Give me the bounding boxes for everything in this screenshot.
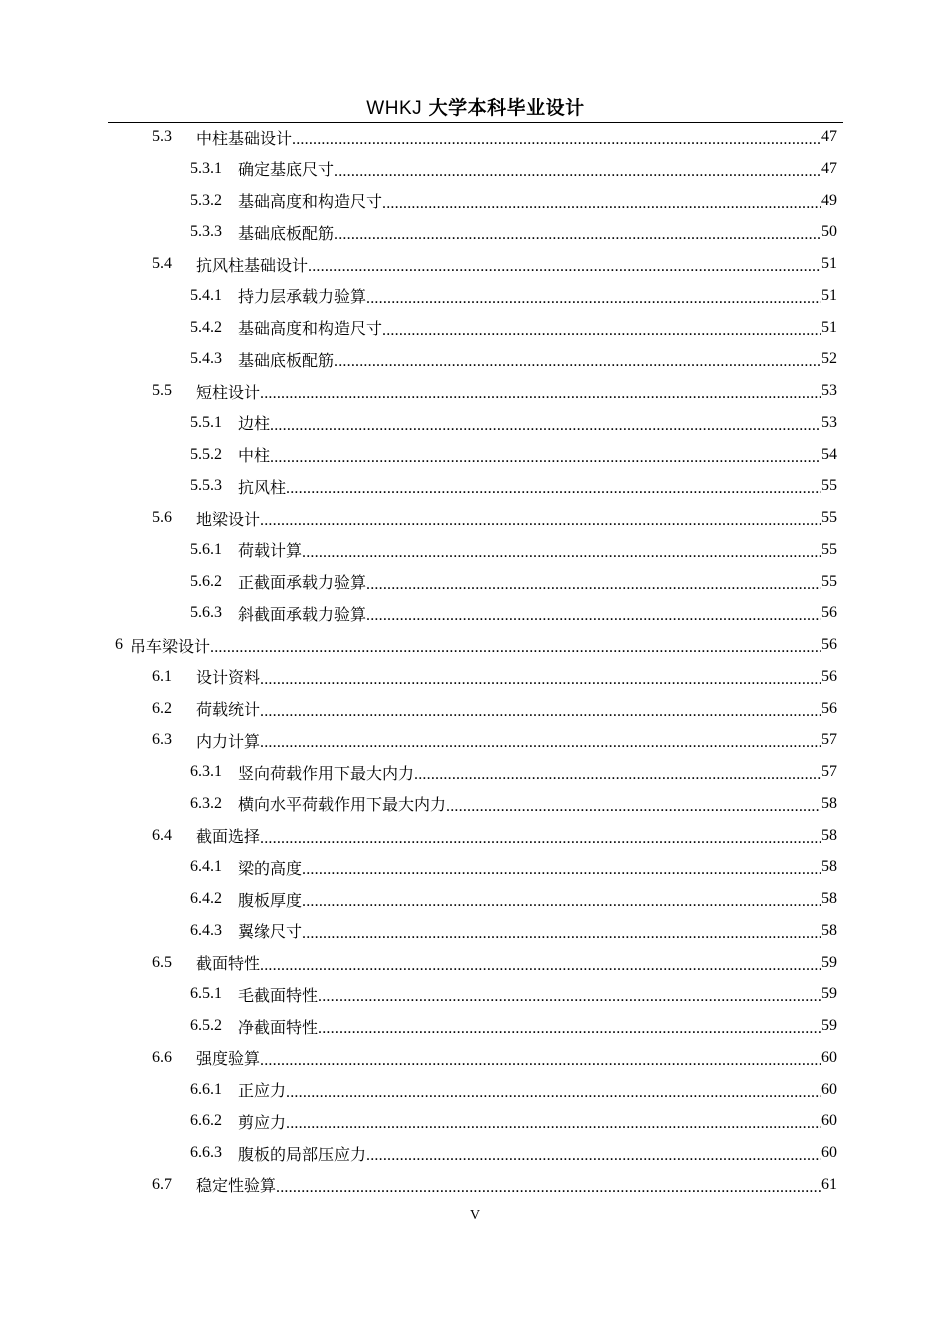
toc-entry-page: 47 [821,128,837,145]
toc-entry-title: 腹板的局部压应力 [238,1144,367,1164]
toc-entry-page: 59 [821,985,837,1003]
toc-entry-number: 5.4 [152,255,172,272]
toc-dot-leader [366,575,821,591]
toc-entry-title: 边柱 [238,414,271,434]
toc-entry[interactable] [152,694,837,724]
toc-dot-leader [260,384,821,400]
toc-entry[interactable] [152,1043,837,1073]
toc-entry-page: 56 [821,699,837,717]
toc-entry-number: 6.6.2 [190,1112,222,1130]
toc-entry-title: 基础高度和构造尺寸 [238,319,383,338]
toc-entry-title: 翼缘尺寸 [238,922,303,942]
toc-entry-page: 55 [821,477,837,495]
toc-entry[interactable] [190,1106,837,1136]
toc-entry-title: 基础底板配筋 [238,350,335,370]
toc-entry-title: 确定基底尺寸 [238,160,335,180]
toc-entry-page: 53 [821,382,837,399]
toc-dot-leader [366,606,821,622]
toc-entry-page: 60 [821,1048,837,1066]
toc-entry[interactable] [190,1138,837,1168]
toc-entry-number: 6.5 [152,953,172,971]
toc-entry-page: 58 [821,858,837,876]
toc-entry-page: 58 [821,921,837,939]
toc-entry[interactable] [190,1011,837,1041]
toc-entry[interactable] [152,249,837,279]
toc-dot-leader [210,638,821,654]
toc-entry[interactable] [190,217,837,247]
toc-entry-number: 5.5.2 [190,445,222,463]
toc-entry[interactable] [152,948,837,978]
toc-entry-page: 56 [821,604,837,622]
toc-dot-leader [260,670,821,686]
toc-entry-title: 荷载计算 [238,541,303,561]
toc-entry-number: 6.4.1 [190,858,222,876]
toc-entry[interactable] [190,916,837,946]
toc-entry-title: 正应力 [238,1081,287,1100]
toc-entry-title: 正截面承载力验算 [238,573,367,592]
toc-entry-number: 6 [115,636,123,653]
toc-entry-number: 6.6.1 [190,1080,222,1098]
toc-entry-page: 55 [821,572,837,590]
toc-dot-leader [260,956,821,972]
toc-entry-title: 地梁设计 [196,509,261,529]
toc-entry-page: 54 [821,445,837,463]
toc-entry[interactable] [190,281,837,311]
toc-entry-page: 59 [821,1017,837,1034]
toc-entry-number: 5.4.3 [190,350,222,368]
toc-entry-page: 51 [821,286,837,304]
toc-entry-title: 持力层承载力验算 [238,287,367,307]
toc-entry-number: 5.5.3 [190,477,222,495]
toc-entry[interactable] [152,503,837,533]
toc-entry-number: 6.1 [152,667,172,685]
toc-dot-leader [286,479,821,495]
toc-entry[interactable] [190,408,837,438]
toc-dot-leader [260,511,821,527]
toc-entry[interactable] [190,884,837,914]
toc-dot-leader [292,130,821,146]
toc-entry-title: 腹板厚度 [238,890,303,910]
toc-entry-page: 59 [821,953,837,971]
toc-entry-number: 6.4 [152,826,172,844]
toc-dot-leader [286,1114,821,1130]
toc-entry-page: 60 [821,1112,837,1130]
toc-entry[interactable] [152,376,837,406]
toc-dot-leader [260,733,821,749]
toc-entry[interactable] [190,852,837,882]
toc-entry[interactable] [190,535,837,565]
toc-entry-page: 58 [821,794,837,812]
toc-entry-page: 52 [821,350,837,368]
toc-entry-page: 47 [821,159,837,177]
toc-dot-leader [308,257,821,273]
toc-entry-number: 6.4.2 [190,890,222,907]
toc-entry[interactable] [190,979,837,1009]
toc-entry-page: 57 [821,731,837,749]
toc-entry-page: 58 [821,826,837,844]
toc-entry-number: 6.3 [152,731,172,749]
toc-entry-number: 5.6.3 [190,604,222,622]
toc-entry-number: 6.6 [152,1048,172,1066]
toc-entry[interactable] [152,725,837,755]
toc-entry-title: 基础高度和构造尺寸 [238,192,383,211]
toc-entry-title: 毛截面特性 [238,985,319,1005]
toc-entry-title: 短柱设计 [196,382,261,402]
toc-entry-title: 斜截面承载力验算 [238,604,367,624]
toc-entry-page: 51 [821,255,837,272]
toc-dot-leader [334,225,821,241]
toc-entry-title: 吊车梁设计 [130,636,211,656]
toc-entry-number: 6.7 [152,1175,172,1193]
toc-entry-title: 稳定性验算 [196,1176,277,1196]
toc-entry-number: 5.4.2 [190,318,222,336]
toc-entry-title: 中柱基础设计 [196,128,293,148]
toc-dot-leader [382,194,821,210]
toc-entry-page: 55 [821,509,837,526]
toc-entry-title: 内力计算 [196,731,261,751]
toc-dot-leader [302,860,821,876]
toc-entry-number: 6.5.2 [190,1017,222,1034]
toc-entry-number: 5.5.1 [190,413,222,431]
toc-dot-leader [334,162,821,178]
toc-entry-number: 5.4.1 [190,286,222,304]
toc-entry[interactable] [190,186,837,216]
toc-entry[interactable] [190,1075,837,1105]
toc-entry-number: 5.3.1 [190,159,222,177]
toc-entry[interactable] [152,122,837,152]
toc-entry-title: 荷载统计 [196,700,261,719]
toc-dot-leader [366,1146,821,1162]
toc-entry-page: 50 [821,223,837,241]
toc-entry-number: 6.3.2 [190,794,222,812]
toc-entry-page: 58 [821,890,837,907]
toc-entry-title: 中柱 [238,446,271,465]
toc-entry[interactable] [190,154,837,184]
toc-entry-title: 梁的高度 [238,858,303,878]
toc-entry-number: 5.5 [152,382,172,399]
toc-entry[interactable] [190,440,837,470]
toc-entry[interactable] [190,567,837,597]
toc-dot-leader [270,448,821,464]
toc-entry-number: 6.6.3 [190,1144,222,1161]
toc-dot-leader [276,1178,821,1194]
toc-dot-leader [302,543,821,559]
toc-entry-page: 56 [821,667,837,685]
toc-entry-number: 6.5.1 [190,985,222,1003]
toc-entry[interactable] [115,630,837,660]
toc-entry-title: 强度验算 [196,1049,261,1069]
toc-entry[interactable] [190,757,837,787]
toc-entry-number: 6.4.3 [190,921,222,939]
toc-entry[interactable] [190,344,837,374]
toc-entry-page: 55 [821,540,837,558]
toc-dot-leader [318,987,821,1003]
toc-dot-leader [260,702,821,718]
toc-dot-leader [286,1083,821,1099]
toc-entry[interactable] [190,789,837,819]
toc-entry-page: 49 [821,191,837,209]
toc-entry-number: 5.3.3 [190,223,222,241]
toc-entry-title: 截面选择 [196,827,261,846]
toc-dot-leader [302,892,821,908]
toc-entry-title: 横向水平荷载作用下最大内力 [238,795,447,815]
toc-entry-page: 61 [821,1175,837,1193]
toc-dot-leader [446,797,821,813]
header-latin: WHKJ [366,98,423,119]
toc-entry-title: 竖向荷载作用下最大内力 [238,763,415,783]
toc-entry[interactable] [152,821,837,851]
toc-entry-title: 设计资料 [196,668,261,688]
toc-dot-leader [302,924,821,940]
toc-dot-leader [366,289,821,305]
toc-entry-page: 53 [821,413,837,431]
toc-entry-number: 5.3 [152,128,172,145]
toc-entry[interactable] [152,662,837,692]
toc-entry-number: 6.3.1 [190,763,222,780]
toc-dot-leader [334,352,821,368]
toc-entry[interactable] [152,1170,837,1200]
toc-dot-leader [260,1051,821,1067]
toc-entry-page: 56 [821,636,837,653]
toc-entry[interactable] [190,471,837,501]
toc-dot-leader [414,765,821,781]
toc-entry-title: 基础底板配筋 [238,223,335,243]
toc-entry[interactable] [190,598,837,628]
toc-entry-page: 60 [821,1144,837,1161]
toc-entry-title: 抗风柱 [238,477,287,497]
toc-entry-page: 57 [821,763,837,780]
toc-entry-page: 51 [821,318,837,336]
toc-dot-leader [318,1019,821,1035]
header-title: 大学本科毕业设计 [428,97,585,119]
toc-dot-leader [260,829,821,845]
page-header [108,94,843,123]
toc-entry[interactable] [190,313,837,343]
toc-entry-title: 净截面特性 [238,1017,319,1037]
toc-entry-number: 5.6.1 [190,540,222,558]
toc-entry-title: 截面特性 [196,954,261,973]
page-number: V [469,1208,481,1223]
toc-dot-leader [270,416,821,432]
toc-entry-number: 5.3.2 [190,191,222,209]
toc-entry-title: 剪应力 [238,1112,287,1132]
toc-entry-number: 6.2 [152,699,172,717]
toc-dot-leader [382,321,821,337]
toc-entry-title: 抗风柱基础设计 [196,255,309,275]
toc-entry-number: 5.6.2 [190,572,222,590]
toc-entry-number: 5.6 [152,509,172,526]
toc-entry-page: 60 [821,1080,837,1098]
